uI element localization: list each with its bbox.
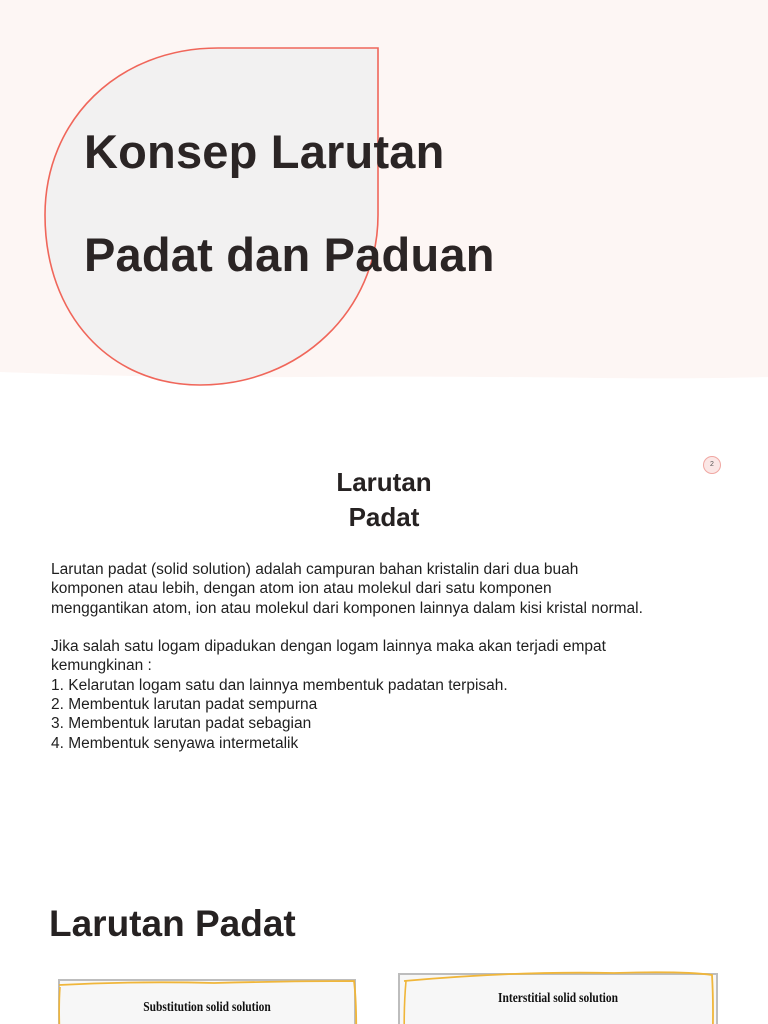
paragraph-spacer bbox=[51, 618, 651, 637]
list-item: 4. Membentuk senyawa intermetalik bbox=[51, 734, 299, 752]
list-item: 2. Membentuk larutan padat sempurna bbox=[51, 696, 318, 714]
title-slide-heading bbox=[84, 100, 495, 306]
definition-paragraph: Larutan padat (solid solution) adalah campuran bahan kristalin dari dua buah komponen atau lebih, dengan atom ion atau molekul dari satu komponen menggantikan atom, ion atau molekul dari komponen lainnya dalam kisi kristal normal. bbox=[51, 561, 643, 617]
interstitial-card bbox=[398, 973, 718, 1024]
title-line-2: Padat dan Paduan bbox=[84, 228, 495, 281]
content-slide bbox=[0, 395, 768, 855]
content-title-line-1: Larutan bbox=[336, 467, 432, 497]
substitution-label: Substitution solid solution bbox=[143, 1000, 271, 1015]
solid-solution-slide bbox=[0, 855, 768, 1024]
content-slide-title bbox=[0, 465, 768, 535]
possibilities-list bbox=[51, 676, 651, 753]
page-number-badge: 2 bbox=[703, 456, 721, 474]
possibilities-intro: Jika salah satu logam dipadukan dengan logam lainnya maka akan terjadi empat kemungkinan : bbox=[51, 638, 606, 675]
title-slide bbox=[0, 0, 768, 395]
substitution-card bbox=[58, 979, 356, 1024]
list-item: 3. Membentuk larutan padat sebagian bbox=[51, 715, 312, 733]
content-body bbox=[51, 560, 651, 753]
solid-solution-title: Larutan Padat bbox=[49, 903, 296, 944]
list-item: 1. Kelarutan logam satu dan lainnya membentuk padatan terpisah. bbox=[51, 676, 508, 694]
content-title-line-2: Padat bbox=[348, 502, 420, 532]
title-line-1: Konsep Larutan bbox=[84, 125, 445, 178]
interstitial-label: Interstitial solid solution bbox=[498, 991, 618, 1006]
